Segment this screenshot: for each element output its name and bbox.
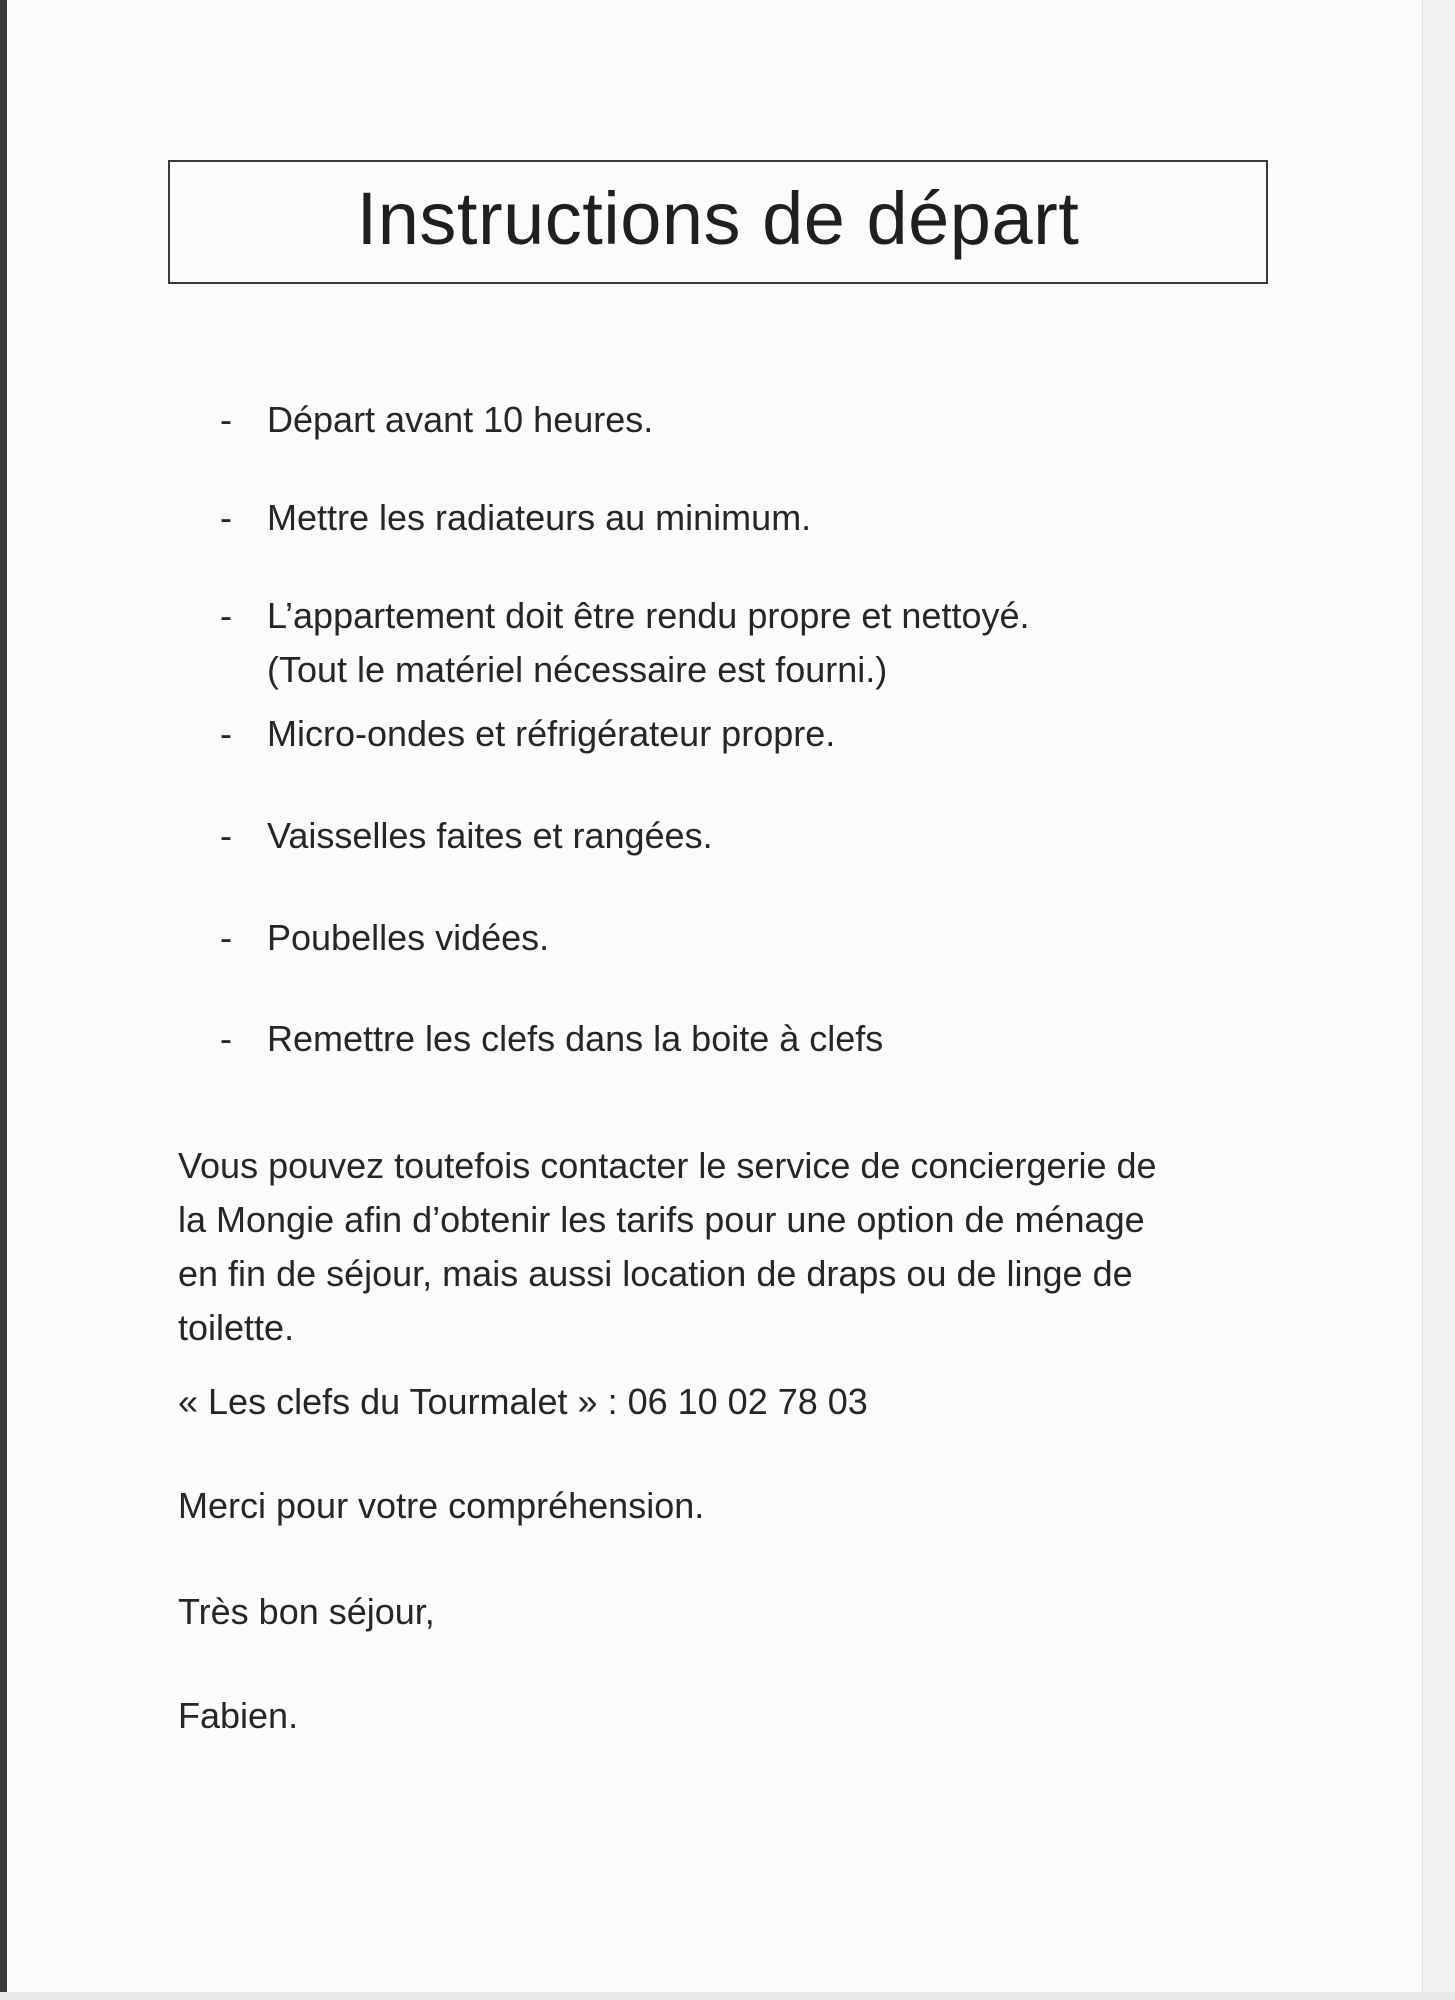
signature: Fabien. <box>178 1695 299 1736</box>
contact-paragraph <box>178 1139 1278 1355</box>
list-item-cleaning <box>220 589 1220 697</box>
paragraph-line: la Mongie afin d’obtenir les tarifs pour une option de ménage <box>178 1199 1145 1240</box>
paragraph-line: en fin de séjour, mais aussi location de draps ou de linge de <box>178 1253 1133 1294</box>
list-dash: - <box>220 917 232 958</box>
list-item-note: (Tout le matériel nécessaire est fourni.) <box>267 649 888 690</box>
list-dash: - <box>220 815 232 856</box>
list-dash: - <box>220 713 232 754</box>
instructions-list <box>220 393 1220 1066</box>
list-item-text: Micro-ondes et réfrigérateur propre. <box>267 713 836 754</box>
list-item-text: L’appartement doit être rendu propre et nettoyé. <box>267 595 1030 636</box>
list-item-text: Mettre les radiateurs au minimum. <box>267 497 812 538</box>
list-dash: - <box>220 497 232 538</box>
list-item-text: Départ avant 10 heures. <box>267 399 654 440</box>
scan-edge-left <box>0 0 7 2000</box>
paragraph-line: toilette. <box>178 1307 295 1348</box>
list-item-radiators <box>220 491 1220 545</box>
list-dash: - <box>220 399 232 440</box>
closing-line: Très bon séjour, <box>178 1591 435 1632</box>
list-item-trash <box>220 911 1220 965</box>
list-item-appliances <box>220 707 1220 761</box>
list-item-dishes <box>220 809 1220 863</box>
scan-edge-right <box>1422 0 1455 2000</box>
list-dash: - <box>220 1018 232 1059</box>
page-title: Instructions de départ <box>356 177 1080 260</box>
title-box <box>168 160 1268 284</box>
list-item-departure <box>220 393 1220 447</box>
thanks-line: Merci pour votre compréhension. <box>178 1485 705 1526</box>
list-item-text: Remettre les clefs dans la boite à clefs <box>267 1018 884 1059</box>
list-item-text: Vaisselles faites et rangées. <box>267 815 713 856</box>
scan-edge-bottom <box>0 1992 1455 2000</box>
phone-line: « Les clefs du Tourmalet » : 06 10 02 78 03 <box>178 1381 868 1422</box>
list-item-keys <box>220 1012 1220 1066</box>
list-item-text: Poubelles vidées. <box>267 917 550 958</box>
paragraph-line: Vous pouvez toutefois contacter le service de conciergerie de <box>178 1145 1157 1186</box>
list-dash: - <box>220 595 232 636</box>
